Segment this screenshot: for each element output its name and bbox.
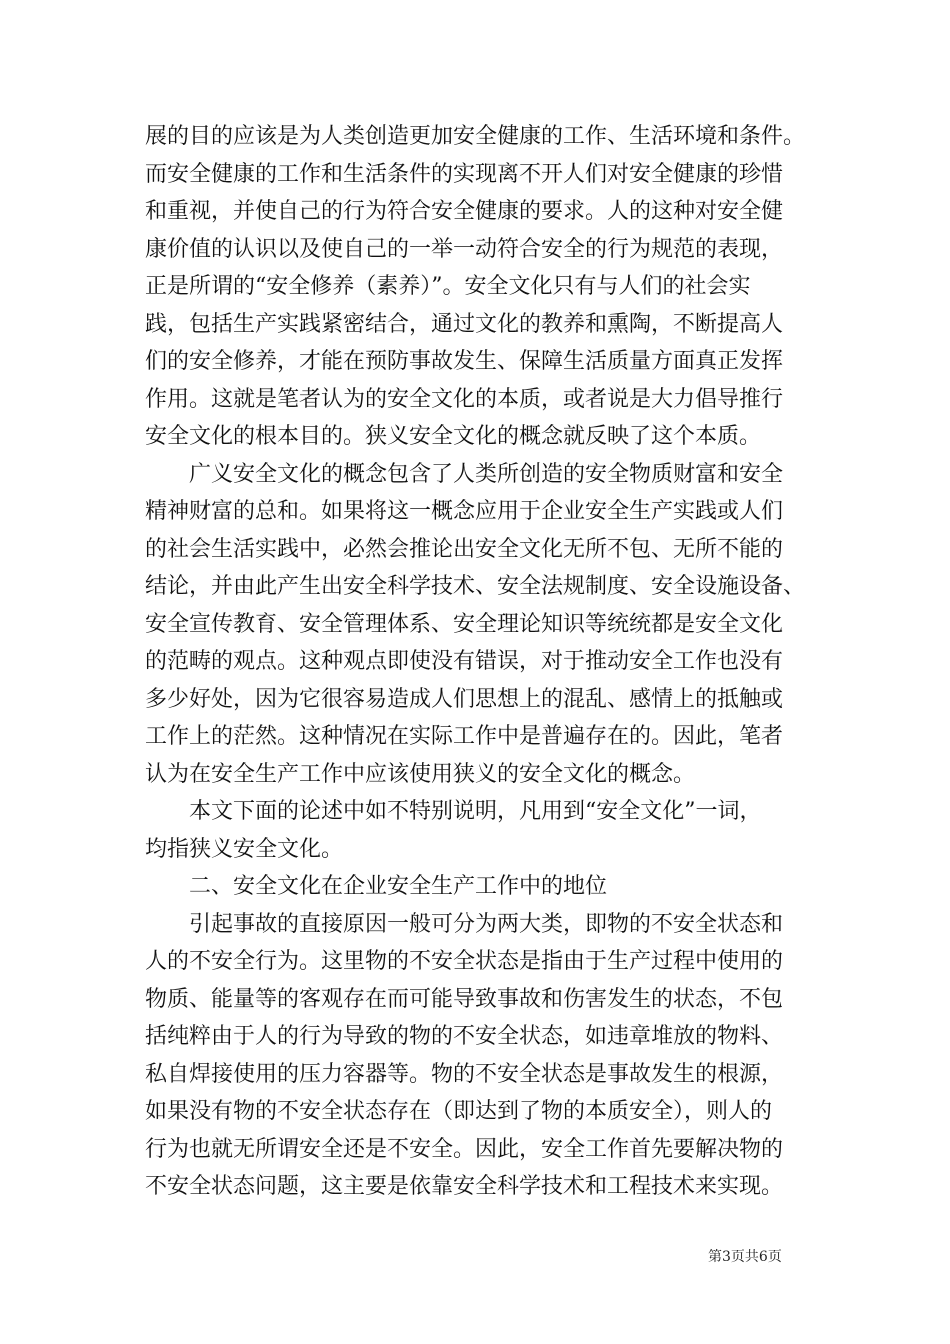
text-line: 二、安全文化在企业安全生产工作中的地位 — [189, 874, 608, 899]
text-line: 们的安全修养，才能在预防事故发生、保障生活质量方面真正发挥 — [145, 349, 784, 374]
text-line: 引起事故的直接原因一般可分为两大类，即物的不安全状态和 — [189, 911, 784, 937]
text-line: 物质、能量等的客观存在而可能导致事故和伤害发生的状态，不包 — [145, 986, 784, 1012]
text-line: 不安全状态问题，这主要是依靠安全科学技术和工程技术来实现。 — [145, 1174, 784, 1199]
text-line: 作用。这就是笔者认为的安全文化的本质，或者说是大力倡导推行 — [145, 386, 784, 412]
text-line: 括纯粹由于人的行为导致的物的不安全状态，如违章堆放的物料、 — [145, 1024, 784, 1049]
text-line: 工作上的茫然。这种情况在实际工作中是普遍存在的。因此，笔者 — [145, 724, 784, 749]
text-line: 如果没有物的不安全状态存在（即达到了物的本质安全），则人的 — [145, 1099, 773, 1124]
text-line: 和重视，并使自己的行为符合安全健康的要求。人的这种对安全健 — [145, 199, 784, 224]
body-text — [145, 118, 825, 1206]
text-line: 康价值的认识以及使自己的一举一动符合安全的行为规范的表现， — [145, 236, 784, 262]
text-line: 行为也就无所谓安全还是不安全。因此，安全工作首先要解决物的 — [145, 1136, 784, 1162]
text-line: 的范畴的观点。这种观点即使没有错误，对于推动安全工作也没有 — [145, 649, 784, 674]
text-line: 而安全健康的工作和生活条件的实现离不开人们对安全健康的珍惜 — [145, 161, 784, 187]
text-line: 私自焊接使用的压力容器等。物的不安全状态是事故发生的根源， — [145, 1061, 784, 1087]
text-line: 展的目的应该是为人类创造更加安全健康的工作、生活环境和条件。 — [145, 124, 806, 149]
text-line: 多少好处，因为它很容易造成人们思想上的混乱、感情上的抵触或 — [145, 686, 784, 712]
text-line: 人的不安全行为。这里物的不安全状态是指由于生产过程中使用的 — [145, 949, 784, 974]
text-line: 正是所谓的“安全修养（素养）”。安全文化只有与人们的社会实 — [145, 274, 751, 299]
text-line: 的社会生活实践中，必然会推论出安全文化无所不包、无所不能的 — [145, 536, 784, 562]
text-line: 精神财富的总和。如果将这一概念应用于企业安全生产实践或人们 — [145, 499, 784, 524]
text-line: 安全文化的根本目的。狭义安全文化的概念就反映了这个本质。 — [145, 424, 762, 449]
page-number: 第3页共6页 — [708, 1249, 782, 1265]
text-line: 均指狭义安全文化。 — [145, 836, 344, 862]
text-line: 结论，并由此产生出安全科学技术、安全法规制度、安全设施设备、 — [145, 574, 806, 599]
text-line: 广义安全文化的概念包含了人类所创造的安全物质财富和安全 — [189, 461, 784, 487]
text-line: 安全宣传教育、安全管理体系、安全理论知识等统统都是安全文化 — [145, 611, 784, 637]
text-line: 践，包括生产实践紧密结合，通过文化的教养和熏陶，不断提高人 — [145, 311, 784, 337]
text-line: 本文下面的论述中如不特别说明，凡用到“安全文化”一词， — [189, 799, 762, 824]
text-line: 认为在安全生产工作中应该使用狭义的安全文化的概念。 — [145, 761, 696, 787]
